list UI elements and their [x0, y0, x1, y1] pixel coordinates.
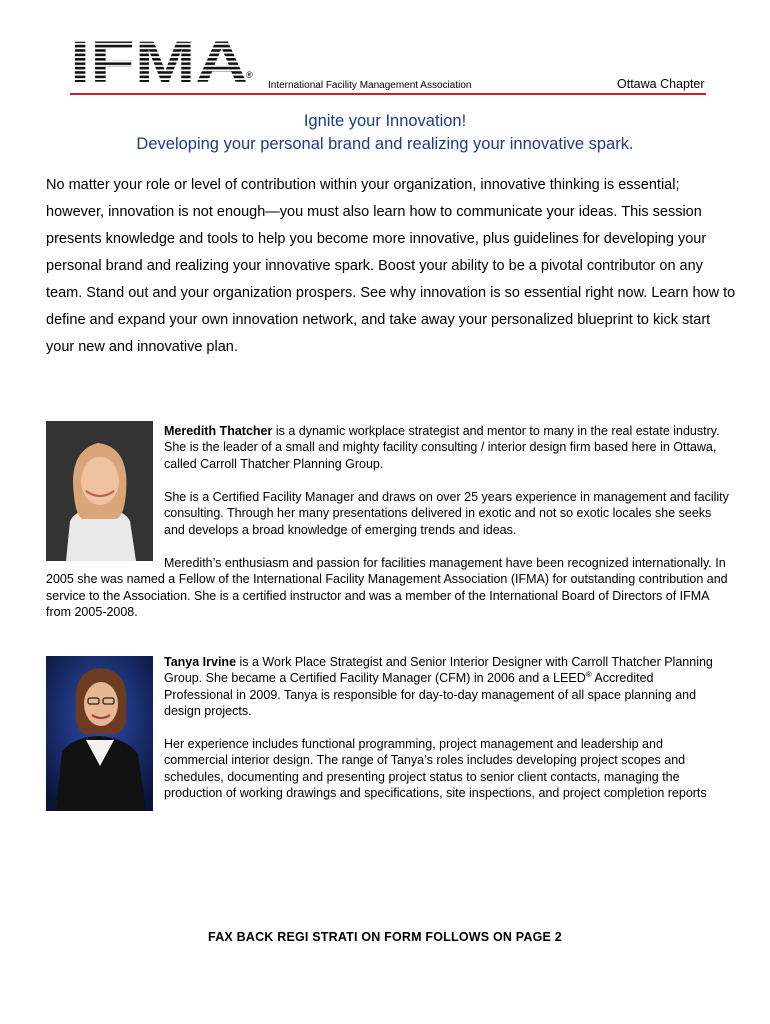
- association-name: International Facility Management Association: [268, 80, 472, 91]
- bio-meredith-experience: She is a Certified Facility Manager and draws on over 25 years experience in management and facility consulting. Through her many presentations delivered in exotic and not so exotic locales she seeks and develops a broad knowledge of emerging trends and ideas.: [164, 490, 729, 537]
- bio-text: Accredited Professional in 2009. Tanya is responsible for day-to-day management of all space planning and design projects.: [164, 671, 697, 718]
- intro-paragraph: No matter your role or level of contribution within your organization, innovative thinking is essential; however, innovation is not enough—you must also learn how to communicate your ideas. This session presents knowledge and tools to help you become more innovative, plus guidelines for developing your personal brand and realizing your innovative spark. Boost your ability to be a pivotal contributor on any team. Stand out and your organization prospers. See why innovation is so essential right now. Learn how to define and expand your own innovation network, and take away your personalized blueprint to kick start your new and innovative plan.: [46, 177, 736, 355]
- page-subtitle: Developing your personal brand and realizing your innovative spark.: [136, 135, 634, 153]
- registered-mark: ®: [585, 670, 592, 680]
- bio-tanya-intro: [164, 654, 724, 719]
- tanya-irvine-photo: [46, 656, 153, 811]
- bio-name-tanya: Tanya Irvine: [164, 655, 237, 669]
- bio-text: is a dynamic workplace strategist and mentor to many in the real estate industry. She is the leader of a small and mighty facility consulting / interior design firm based here in Ottawa, called Carroll Thatcher Planning Group.: [164, 424, 720, 471]
- fax-back-note: FAX BACK REGI STRATI ON FORM FOLLOWS ON PAGE 2: [208, 930, 562, 944]
- bio-meredith-recognition: Meredith’s enthusiasm and passion for facilities management have been recognized internationally. In 2005 she was named a Fellow of the International Facility Management Association (IFMA) for outstanding contribution and service to the Association. She is a certified instructor and was a member of the International Board of Directors of IFMA from 2005-2008.: [46, 556, 728, 619]
- bio-name-meredith: Meredith Thatcher: [164, 424, 273, 438]
- bio-meredith-intro: [164, 423, 729, 472]
- header-divider: [70, 93, 706, 95]
- bio-tanya-experience: Her experience includes functional programming, project management and leadership and commercial interior design. The range of Tanya’s roles includes developing project scopes and schedules, documenting and presenting project status to senior client contacts, managing the production of working drawings and specifications, site inspections, and project completion reports: [164, 737, 707, 800]
- ifma-logo: [70, 36, 260, 88]
- bio-text: is a Work Place Strategist and Senior Interior Designer with Carroll Thatcher Planning Group. She became a Certified Facility Manager (CFM) in 2006 and a LEED: [164, 655, 713, 686]
- registered-mark: ®: [246, 70, 253, 80]
- meredith-thatcher-photo: [46, 421, 153, 561]
- page-title: Ignite your Innovation!: [303, 112, 467, 130]
- logo-wordmark: IFMA: [70, 36, 248, 88]
- chapter-name: Ottawa Chapter: [617, 77, 705, 91]
